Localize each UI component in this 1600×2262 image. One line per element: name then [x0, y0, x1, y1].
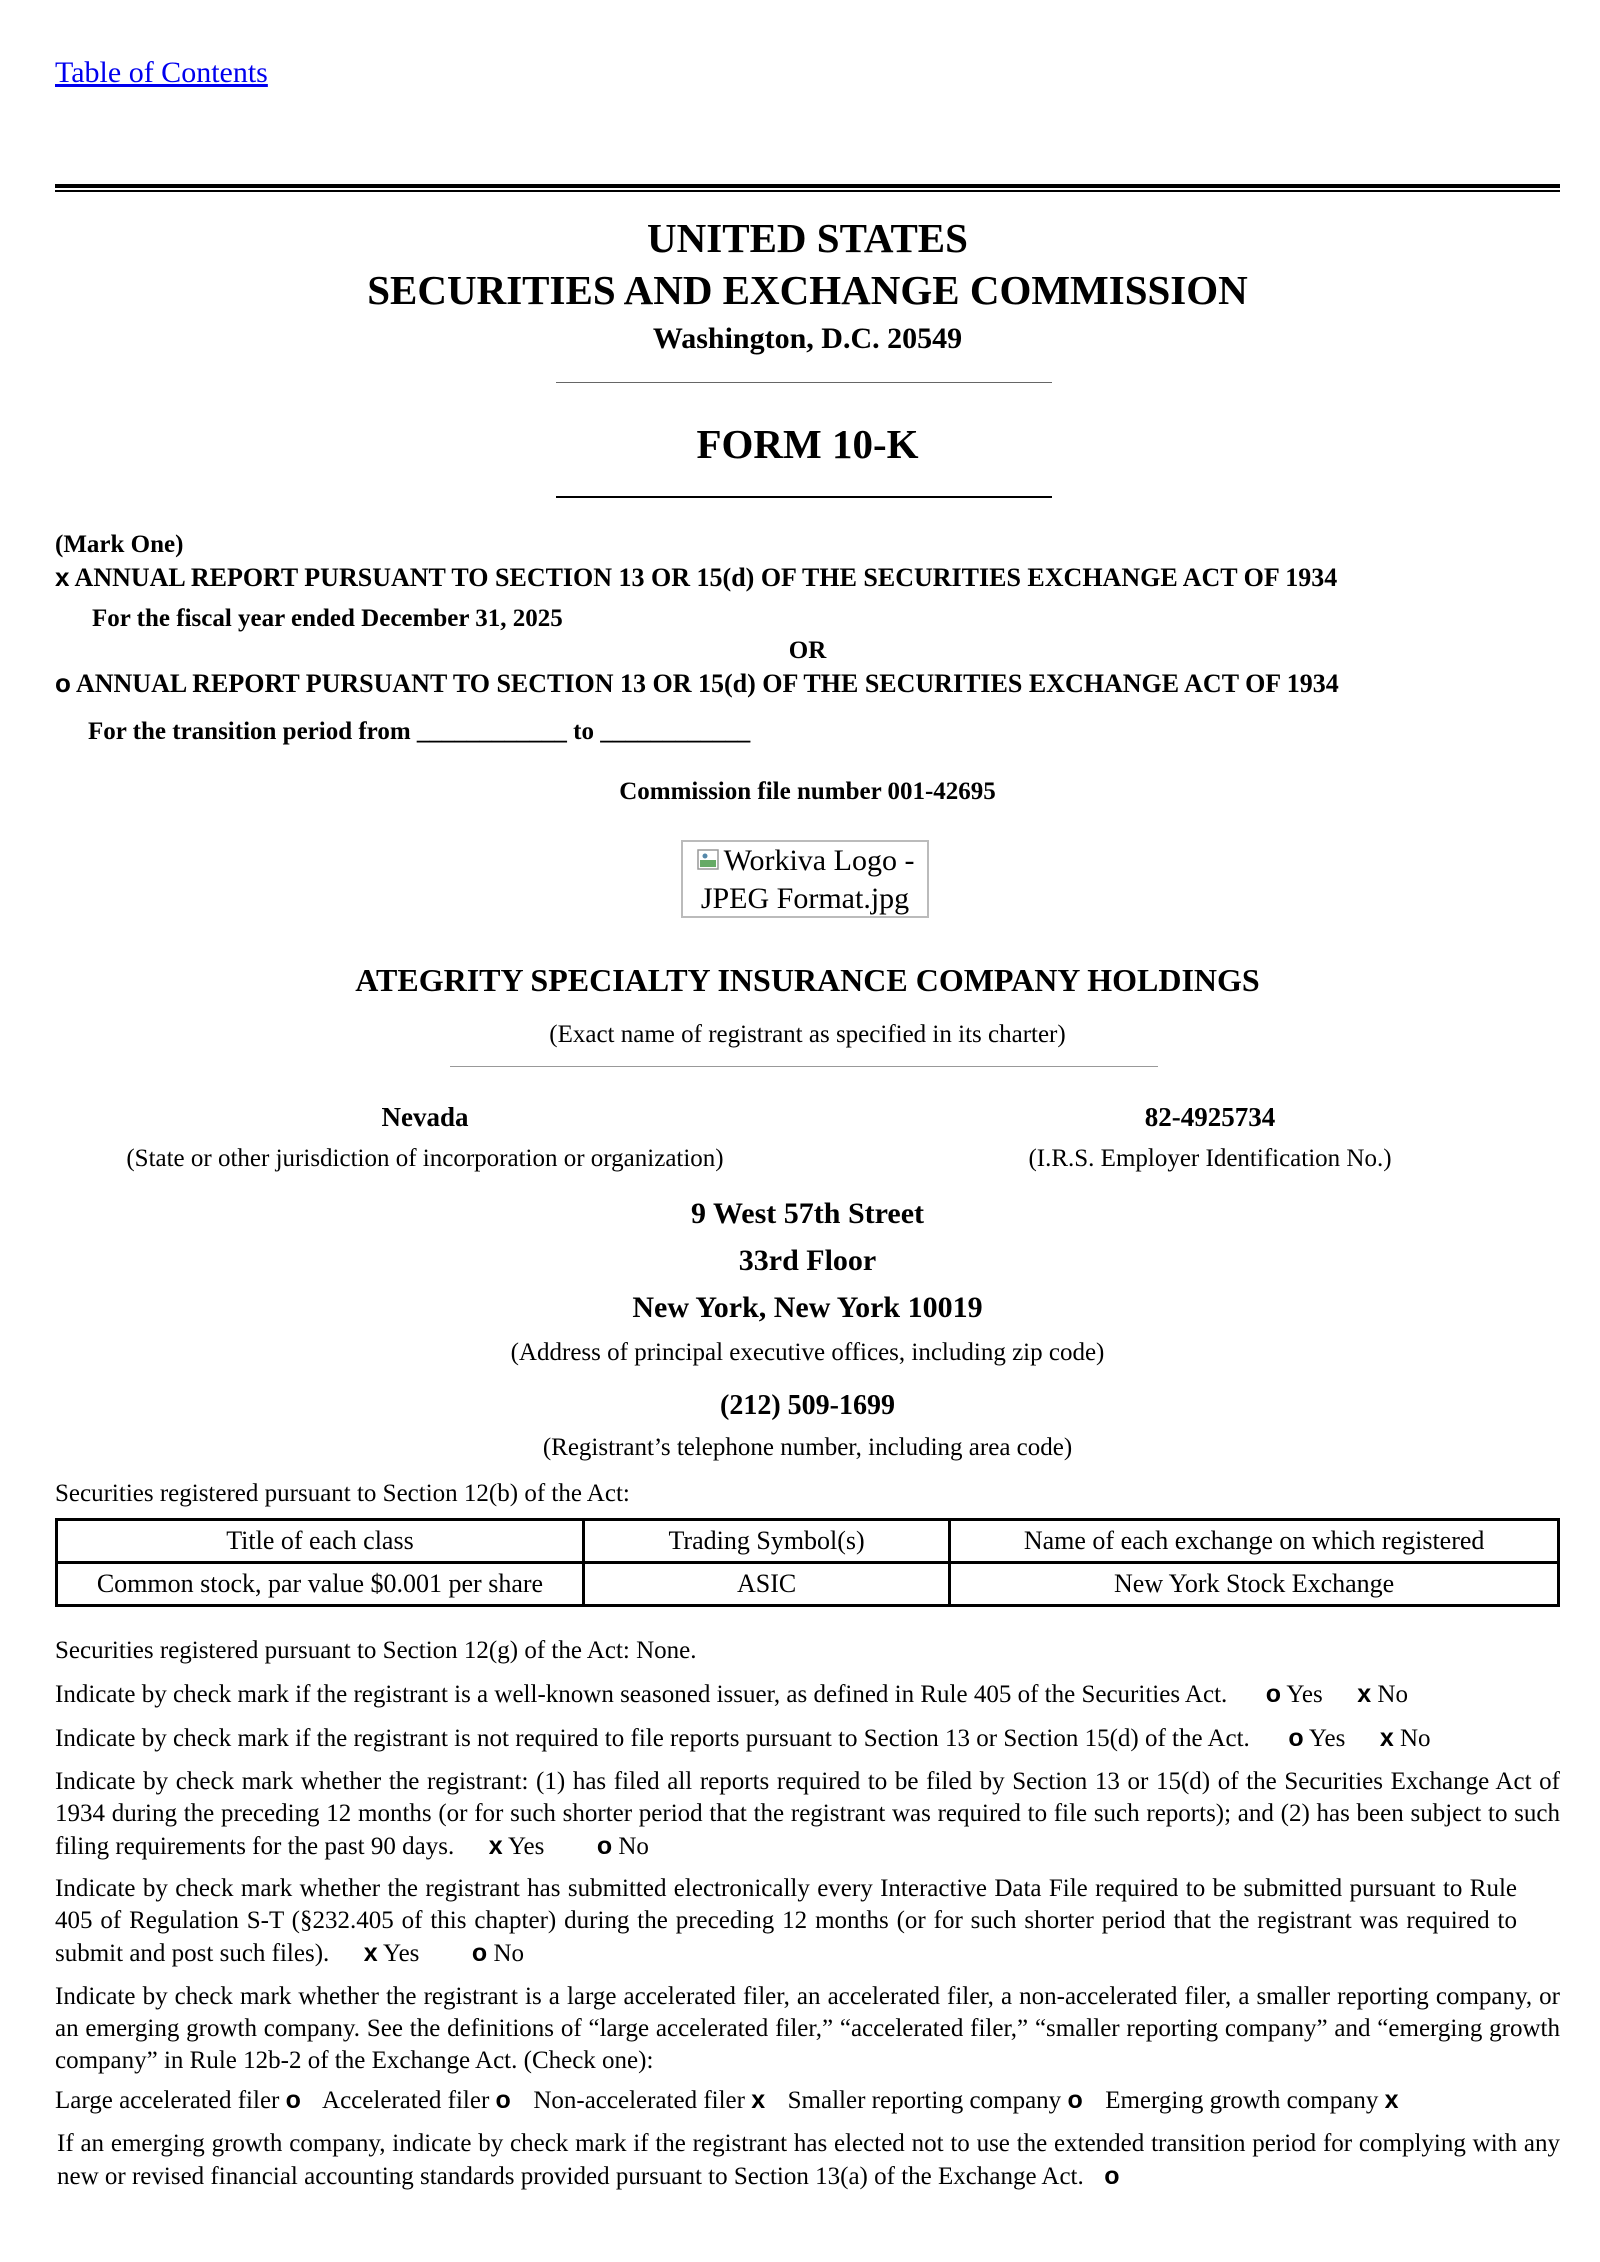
transition-period-text: For the transition period from ____________ to ____________ — [88, 718, 751, 745]
or-text: OR — [788, 637, 827, 664]
phone-number: (212) 509-1699 — [720, 1390, 895, 1421]
annual-report-text: ANNUAL REPORT PURSUANT TO SECTION 13 OR 15(d) OF THE SECURITIES EXCHANGE ACT OF 1934 — [74, 563, 1338, 592]
section-12g-text: Securities registered pursuant to Section 12(g) of the Act: None. — [55, 1637, 697, 1664]
not-required-yes-label: Yes — [1308, 1725, 1346, 1752]
divider — [556, 496, 1052, 498]
not-required-yes-checkbox[interactable]: o — [1288, 1724, 1304, 1752]
table-cell: New York Stock Exchange — [950, 1563, 1559, 1606]
table-cell: Common stock, par value $0.001 per share — [57, 1563, 584, 1606]
table-header-row — [57, 1520, 1559, 1563]
accelerated-checkbox[interactable]: o — [495, 2086, 511, 2114]
filer-options — [55, 2086, 1398, 2115]
filer-option-label: Emerging growth company — [1105, 2087, 1379, 2114]
not-required-question — [55, 1724, 1431, 1753]
table-cell: ASIC — [583, 1563, 949, 1606]
address-line-3: New York, New York 10019 — [632, 1291, 983, 1324]
table-of-contents-link[interactable]: Table of Contents — [55, 56, 268, 89]
address-line-2: 33rd Floor — [738, 1244, 877, 1277]
interactive-no-label: No — [493, 1940, 524, 1967]
form-title: FORM 10-K — [696, 421, 919, 467]
wksi-no-checkbox[interactable]: x — [1357, 1680, 1372, 1708]
state-caption: (State or other jurisdiction of incorporation or organization) — [126, 1145, 724, 1172]
top-double-rule-thin — [55, 190, 1560, 192]
phone-caption: (Registrant’s telephone number, including area code) — [542, 1434, 1073, 1461]
filed-all-no-label: No — [618, 1833, 649, 1860]
egc-question — [57, 2128, 1560, 2193]
filed-all-yes-checkbox[interactable]: x — [488, 1832, 503, 1860]
interactive-no-checkbox[interactable]: o — [471, 1939, 488, 1967]
filer-option-label: Large accelerated filer — [55, 2087, 280, 2114]
large-accelerated-checkbox[interactable]: o — [285, 2086, 301, 2114]
filed-all-no-checkbox[interactable]: o — [596, 1832, 613, 1860]
address-caption: (Address of principal executive offices, including zip code) — [510, 1339, 1105, 1366]
logo-alt-text-line2: JPEG Format.jpg — [700, 882, 910, 915]
filed-all-yes-label: Yes — [507, 1833, 545, 1860]
not-required-no-checkbox[interactable]: x — [1379, 1724, 1394, 1752]
divider — [450, 1066, 1158, 1067]
filer-option-label: Non-accelerated filer — [533, 2087, 745, 2114]
interactive-data-text: Indicate by check mark whether the registrant has submitted electronically every Interactive Data File required to be submitted pursuant to Rule 405 of Regulation S-T (§232.405 of this chapter) during the preceding 12 months (or for such shorter period that the registrant was required to submit and post such files). — [55, 1875, 1517, 1967]
interactive-data-question — [55, 1873, 1517, 1970]
wksi-yes-checkbox[interactable]: o — [1265, 1680, 1282, 1708]
wksi-no-label: No — [1377, 1681, 1408, 1708]
table-header-cell: Name of each exchange on which registered — [950, 1520, 1559, 1563]
securities-table — [55, 1518, 1560, 1607]
ein-caption: (I.R.S. Employer Identification No.) — [1028, 1145, 1392, 1172]
filer-type-question: Indicate by check mark whether the registrant is a large accelerated filer, an accelerated filer, a non-accelerated filer, a smaller reporting company, or an emerging growth company. See the definitions of “large accelerated filer,” “accelerated filer,” “smaller reporting company” and “emerging growth company” in Rule 12b-2 of the Exchange Act. (Check one): — [55, 1983, 1560, 2074]
egc-text: If an emerging growth company, indicate by check mark if the registrant has elected not to use the extended transition period for complying with any new or revised financial accounting standards provided pursuant to Section 13(a) of the Exchange Act. — [57, 2130, 1560, 2190]
smaller-reporting-checkbox[interactable]: o — [1067, 2086, 1083, 2114]
annual-report-checkmark: x — [55, 562, 70, 592]
not-required-text: Indicate by check mark if the registrant is not required to file reports pursuant to Section 13 or Section 15(d) of the Act. — [55, 1725, 1250, 1752]
interactive-yes-label: Yes — [383, 1940, 420, 1967]
emerging-growth-checkbox[interactable]: x — [1384, 2086, 1399, 2114]
top-double-rule — [55, 184, 1560, 188]
egc-checkbox[interactable]: o — [1104, 2162, 1120, 2190]
wksi-question — [55, 1680, 1408, 1709]
logo-alt-text-line1: Workiva Logo - — [723, 844, 915, 877]
header-sec: SECURITIES AND EXCHANGE COMMISSION — [367, 267, 1248, 313]
table-row — [57, 1563, 1559, 1606]
interactive-yes-checkbox[interactable]: x — [363, 1939, 378, 1967]
transition-report-checkmark: o — [55, 668, 71, 698]
registrant-name-caption: (Exact name of registrant as specified in its charter) — [549, 1021, 1066, 1048]
filed-all-question — [55, 1766, 1560, 1863]
commission-file-number: Commission file number 001-42695 — [619, 778, 996, 805]
table-header-cell: Title of each class — [57, 1520, 584, 1563]
state-of-incorporation: Nevada — [381, 1102, 469, 1132]
header-united-states: UNITED STATES — [647, 215, 968, 261]
transition-report-option — [55, 668, 1339, 699]
wksi-text: Indicate by check mark if the registrant is a well-known seasoned issuer, as defined in Rule 405 of the Securities Act. — [55, 1681, 1228, 1708]
fiscal-year-text: For the fiscal year ended December 31, 2025 — [92, 605, 563, 632]
annual-report-option — [55, 562, 1337, 593]
wksi-yes-label: Yes — [1286, 1681, 1323, 1708]
ein-number: 82-4925734 — [1144, 1102, 1276, 1132]
header-washington: Washington, D.C. 20549 — [652, 322, 963, 355]
mark-one-label: (Mark One) — [55, 531, 184, 558]
section-12b-intro: Securities registered pursuant to Section 12(b) of the Act: — [55, 1480, 630, 1507]
filer-option-label: Accelerated filer — [322, 2087, 490, 2114]
registrant-name: ATEGRITY SPECIALTY INSURANCE COMPANY HOLDINGS — [355, 962, 1260, 998]
not-required-no-label: No — [1399, 1725, 1431, 1752]
table-header-cell: Trading Symbol(s) — [583, 1520, 949, 1563]
divider — [556, 382, 1052, 383]
company-logo-image — [681, 840, 929, 918]
filed-all-text: Indicate by check mark whether the registrant: (1) has filed all reports required to be filed by Section 13 or 15(d) of the Securities Exchange Act of 1934 during the preceding 12 months (or for such shorter period that the registrant was required to file such reports); and (2) has been subject to such filing requirements for the past 90 days. — [55, 1768, 1560, 1860]
non-accelerated-checkbox[interactable]: x — [751, 2086, 766, 2114]
address-line-1: 9 West 57th Street — [690, 1197, 925, 1230]
broken-image-icon — [696, 847, 722, 873]
transition-report-text: ANNUAL REPORT PURSUANT TO SECTION 13 OR 15(d) OF THE SECURITIES EXCHANGE ACT OF 1934 — [75, 669, 1339, 698]
filer-option-label: Smaller reporting company — [787, 2087, 1062, 2114]
